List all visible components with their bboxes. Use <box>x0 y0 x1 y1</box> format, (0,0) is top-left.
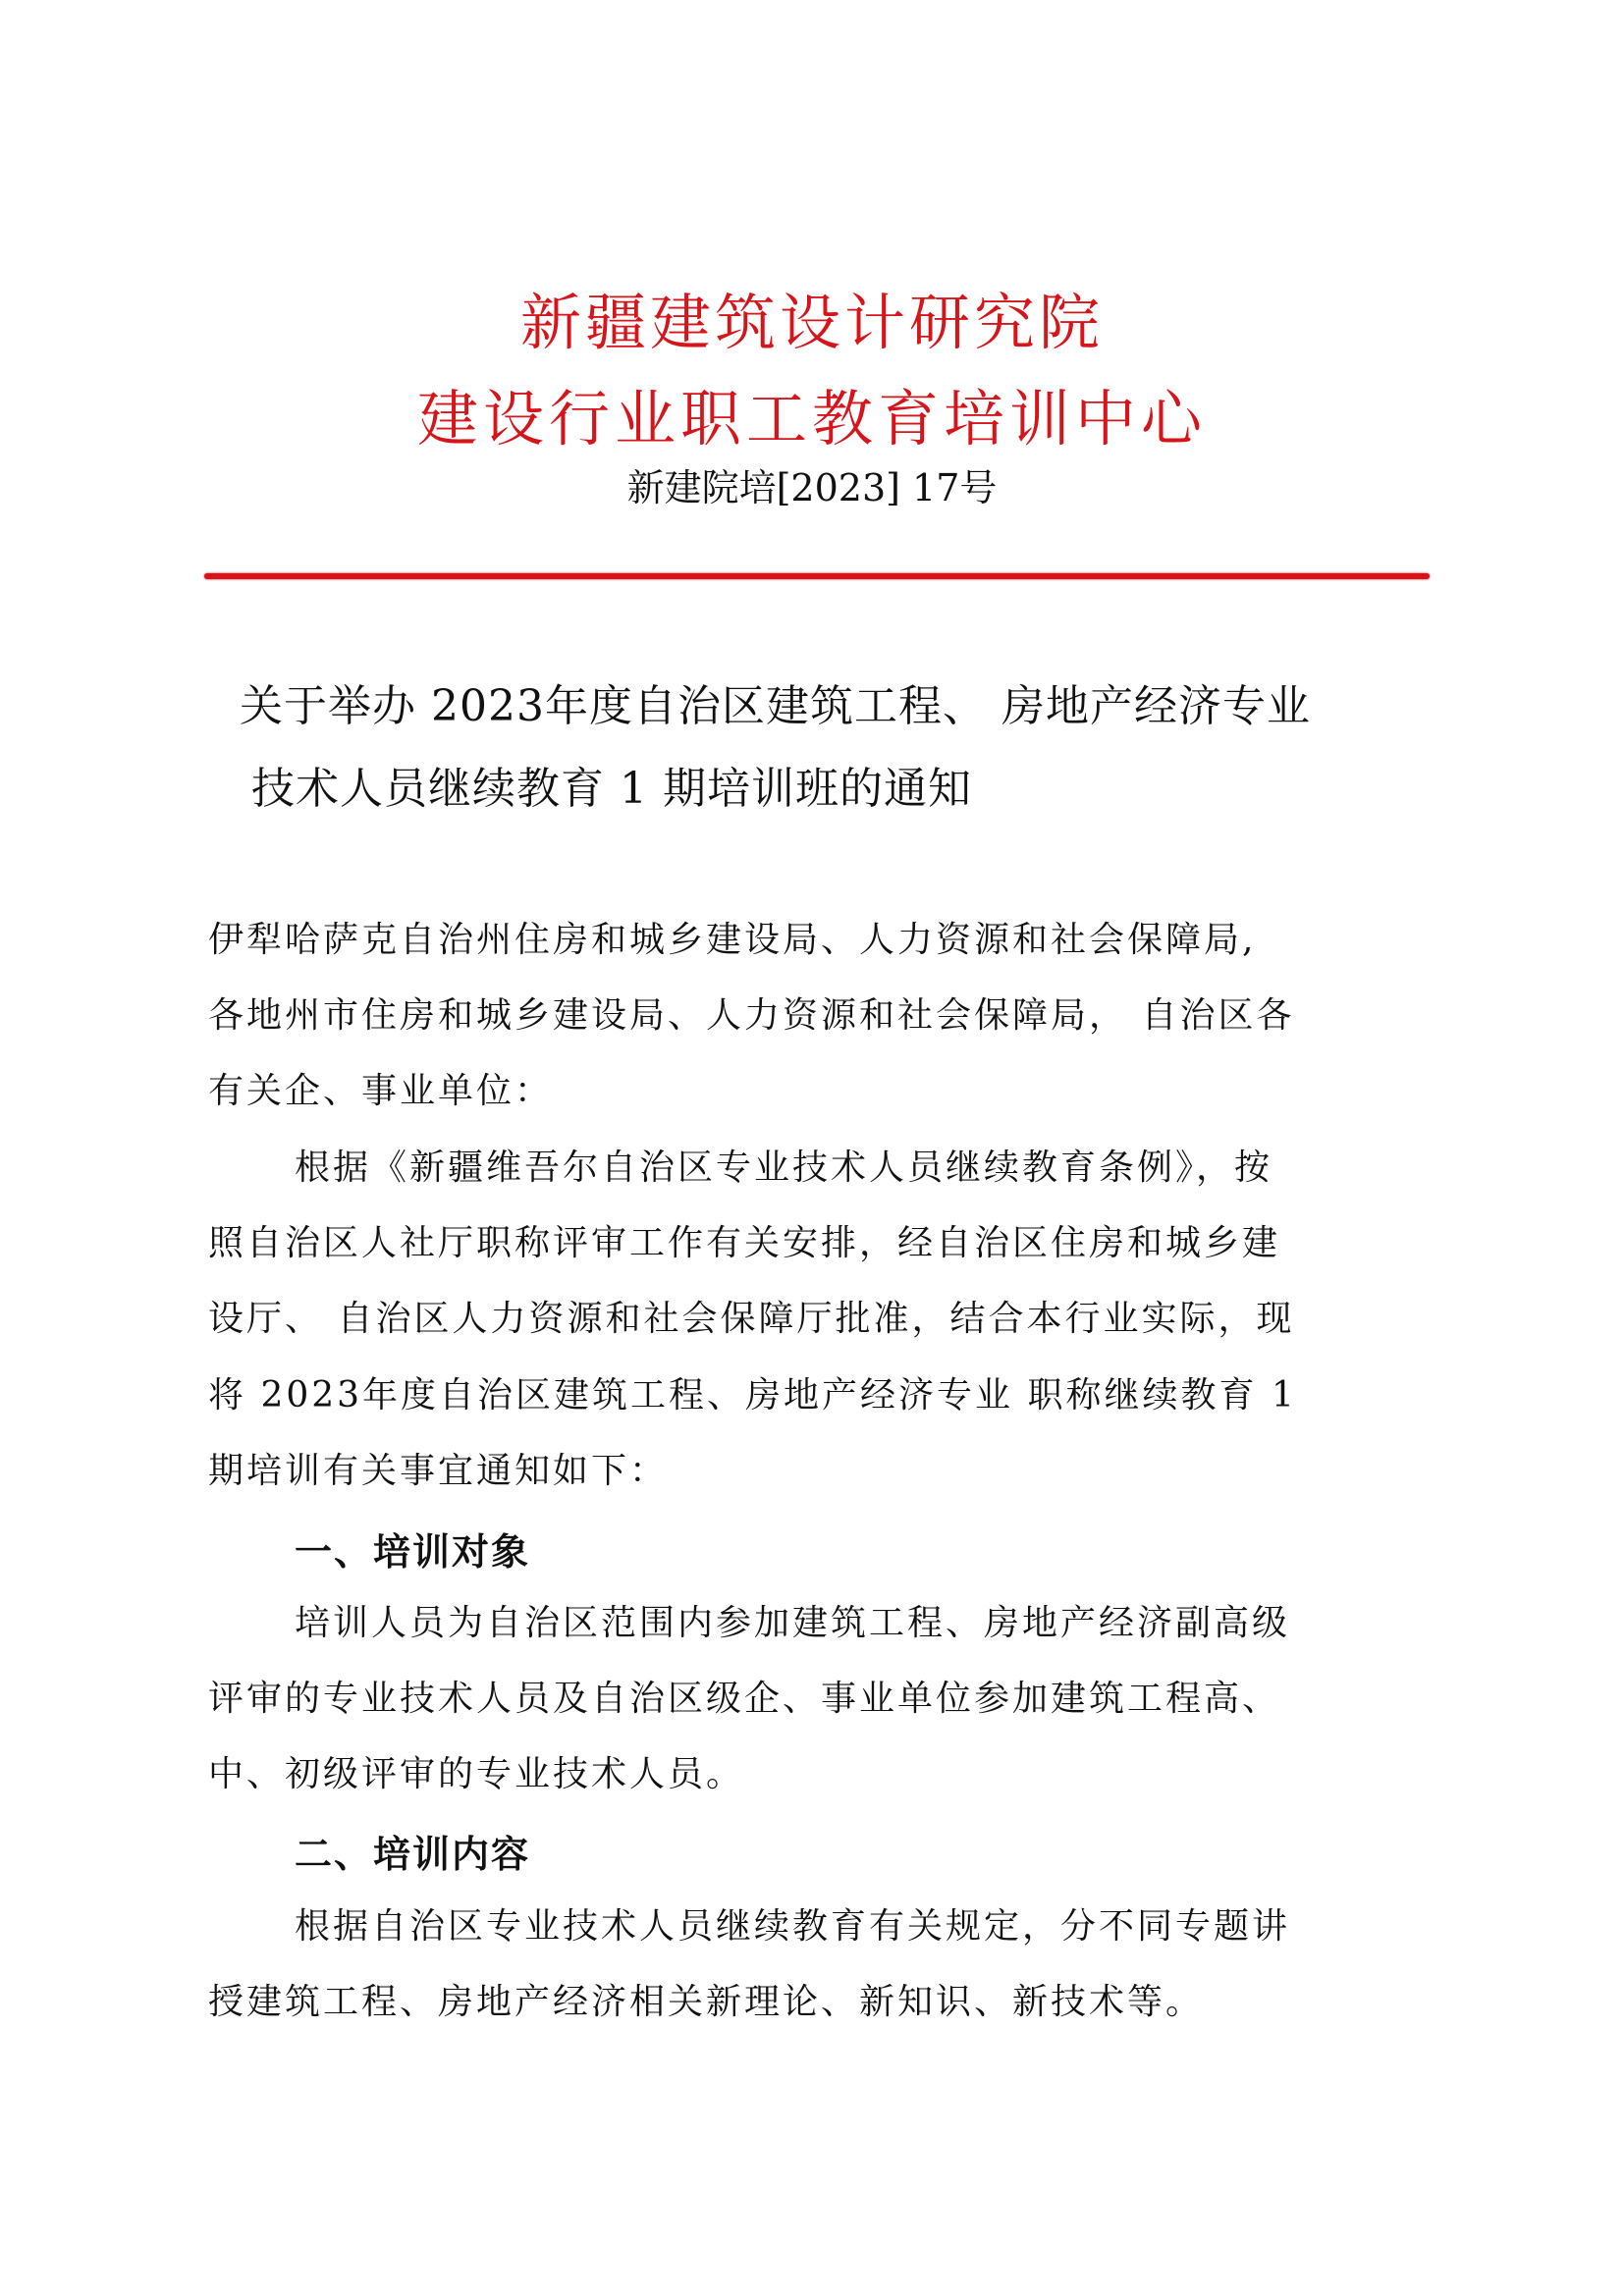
section1-text-line: 中、初级评审的专业技术人员。 <box>208 1754 745 1794</box>
notice-title-line1: 关于举办 2023年度自治区建筑工程、 房地产经济专业 <box>240 681 1311 731</box>
notice-title-line2: 技术人员继续教育 1 期培训班的通知 <box>251 764 972 814</box>
recipients-line: 有关企、事业单位： <box>208 1071 554 1111</box>
org-name-line2: 建设行业职工教育培训中心 <box>416 383 1207 454</box>
section2-text-line: 根据自治区专业技术人员继续教育有关规定，分不同专题讲 <box>295 1906 1291 1947</box>
section2-text-line: 授建筑工程、房地产经济相关新理论、新知识、新技术等。 <box>208 1982 1205 2022</box>
section2-heading: 二、培训内容 <box>295 1833 531 1876</box>
red-divider-rule <box>204 573 1430 579</box>
recipients-line: 各地州市住房和城乡建设局、人力资源和社会保障局， 自治区各 <box>208 995 1295 1036</box>
document-number: 新建院培[2023] 17号 <box>626 466 998 509</box>
section1-text-line: 培训人员为自治区范围内参加建筑工程、房地产经济副高级 <box>295 1603 1291 1643</box>
section1-text-line: 评审的专业技术人员及自治区级企、事业单位参加建筑工程高、 <box>208 1679 1281 1719</box>
intro-paragraph-line: 期培训有关事宜通知如下： <box>208 1451 669 1491</box>
intro-paragraph-line: 设厅、 自治区人力资源和社会保障厅批准，结合本行业实际，现 <box>208 1299 1295 1339</box>
org-name-line1: 新疆建筑设计研究院 <box>519 287 1104 358</box>
section1-heading: 一、培训对象 <box>295 1530 531 1574</box>
recipients-line: 伊犁哈萨克自治州住房和城乡建设局、人力资源和社会保障局, <box>208 920 1257 960</box>
intro-paragraph-line: 将 2023年度自治区建筑工程、房地产经济专业 职称继续教育 1 <box>208 1375 1297 1415</box>
intro-paragraph-line: 根据《新疆维吾尔自治区专业技术人员继续教育条例》，按 <box>295 1148 1273 1188</box>
intro-paragraph-line: 照自治区人社厅职称评审工作有关安排，经自治区住房和城乡建 <box>208 1223 1281 1263</box>
